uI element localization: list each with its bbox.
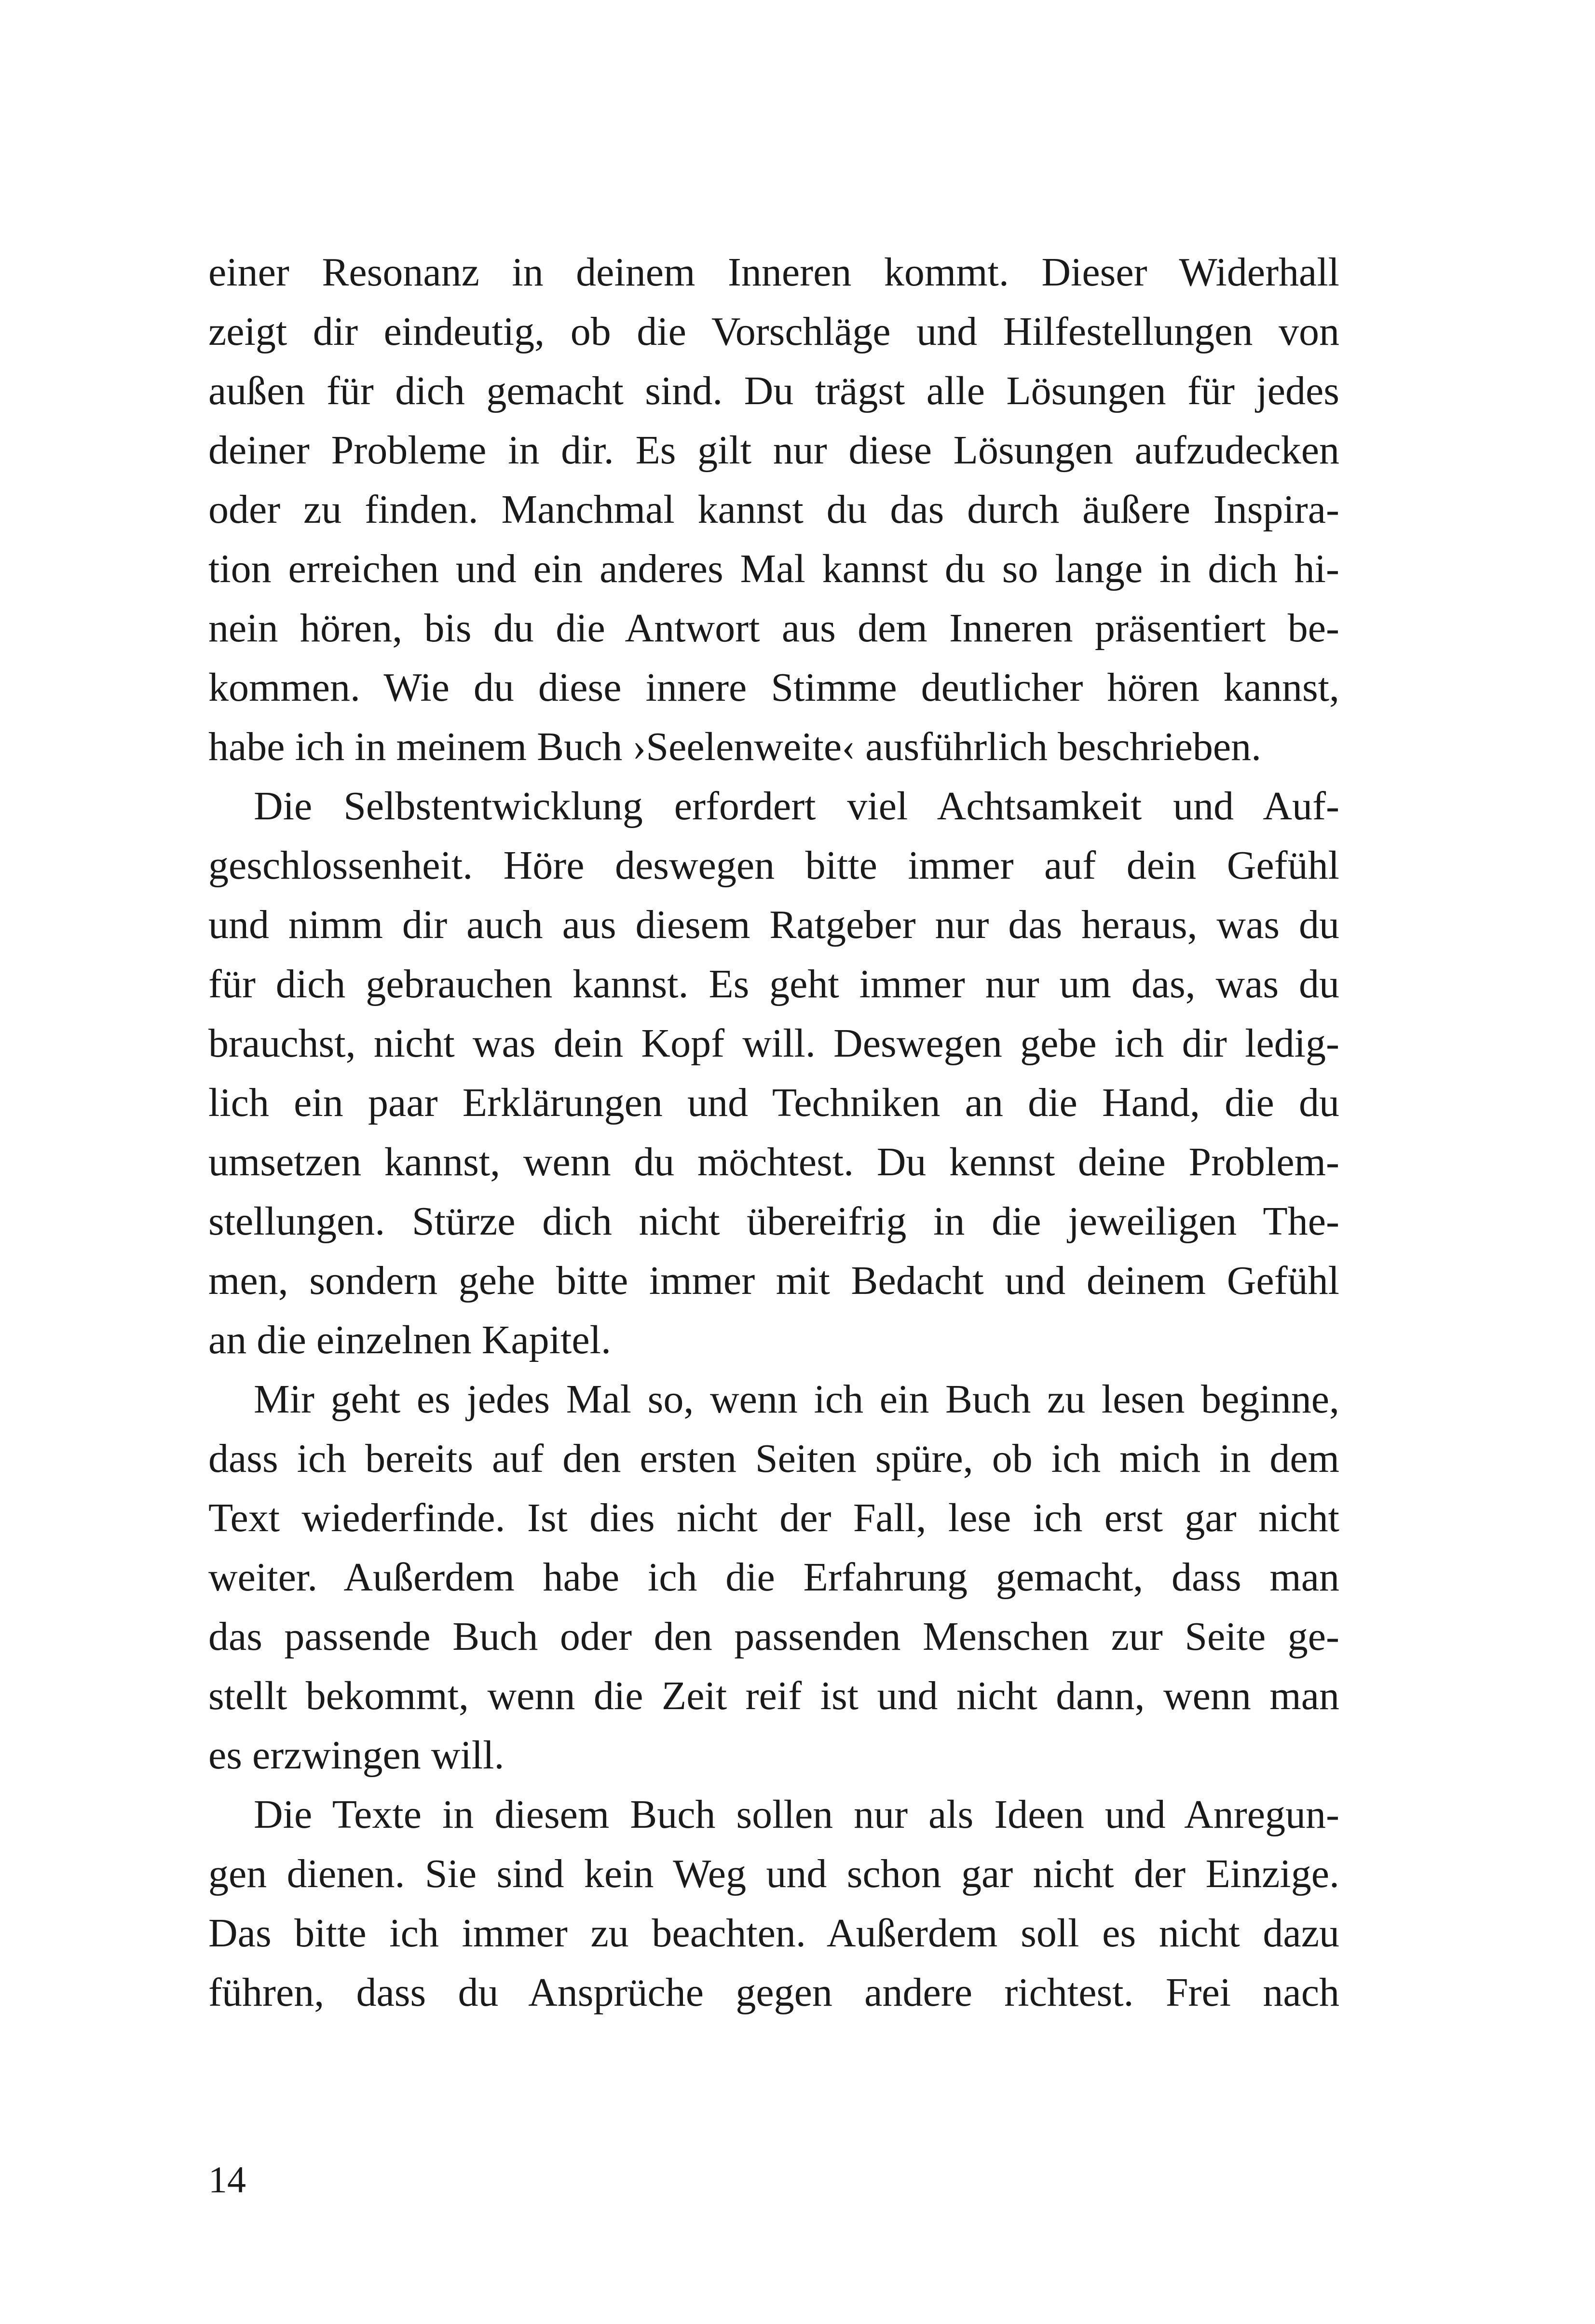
text-line: außen für dich gemacht sind. Du trägst alle Lösungen für jedes: [208, 368, 1339, 413]
text-line: stellt bekommt, wenn die Zeit reif ist und nicht dann, wenn man: [208, 1673, 1339, 1718]
text-line: gen dienen. Sie sind kein Weg und schon gar nicht der Einzige.: [208, 1851, 1339, 1896]
text-line: Das bitte ich immer zu beachten. Außerdem soll es nicht dazu: [208, 1911, 1339, 1956]
text-line: dass ich bereits auf den ersten Seiten spüre, ob ich mich in dem: [208, 1436, 1339, 1481]
paragraph-first-line: Mir geht es jedes Mal so, wenn ich ein Buch zu lesen beginne,: [254, 1377, 1339, 1422]
text-line: men, sondern gehe bitte immer mit Bedacht und deinem Gefühl: [208, 1258, 1339, 1303]
text-line: kommen. Wie du diese innere Stimme deutlicher hören kannst,: [208, 665, 1339, 710]
text-line: an die einzelnen Kapitel.: [208, 1318, 611, 1362]
text-line: tion erreichen und ein anderes Mal kannst du so lange in dich hi-: [208, 546, 1339, 591]
text-line: brauchst, nicht was dein Kopf will. Deswegen gebe ich dir ledig-: [208, 1021, 1339, 1066]
text-line: es erzwingen will.: [208, 1733, 504, 1778]
text-line: Text wiederfinde. Ist dies nicht der Fall, lese ich erst gar nicht: [208, 1495, 1339, 1540]
text-line: führen, dass du Ansprüche gegen andere richtest. Frei nach: [208, 1970, 1339, 2015]
text-line: lich ein paar Erklärungen und Techniken an die Hand, die du: [208, 1080, 1339, 1125]
text-line: geschlossenheit. Höre deswegen bitte immer auf dein Gefühl: [208, 843, 1339, 888]
text-line: oder zu finden. Manchmal kannst du das durch äußere Inspira-: [208, 487, 1339, 532]
text-line: das passende Buch oder den passenden Menschen zur Seite ge-: [208, 1614, 1339, 1659]
text-line: für dich gebrauchen kannst. Es geht immer nur um das, was du: [208, 962, 1339, 1006]
text-line: umsetzen kannst, wenn du möchtest. Du kennst deine Problem-: [208, 1140, 1339, 1184]
page-number: 14: [208, 2159, 246, 2201]
text-line: nein hören, bis du die Antwort aus dem Inneren präsentiert be-: [208, 606, 1339, 651]
text-line: deiner Probleme in dir. Es gilt nur diese Lösungen aufzudecken: [208, 428, 1339, 473]
text-line: zeigt dir eindeutig, ob die Vorschläge und Hilfestellungen von: [208, 309, 1339, 354]
paragraph-first-line: Die Selbstentwicklung erfordert viel Achtsamkeit und Auf-: [254, 784, 1339, 829]
body-text: [208, 243, 1339, 2022]
paragraph-first-line: Die Texte in diesem Buch sollen nur als Ideen und Anregun-: [254, 1792, 1339, 1837]
text-line: und nimm dir auch aus diesem Ratgeber nur das heraus, was du: [208, 902, 1339, 947]
text-line: stellungen. Stürze dich nicht übereifrig in die jeweiligen The-: [208, 1199, 1339, 1244]
text-line: einer Resonanz in deinem Inneren kommt. Dieser Widerhall: [208, 250, 1339, 295]
text-line: habe ich in meinem Buch ›Seelenweite‹ ausführlich beschrieben.: [208, 724, 1262, 769]
text-line: weiter. Außerdem habe ich die Erfahrung gemacht, dass man: [208, 1555, 1339, 1600]
